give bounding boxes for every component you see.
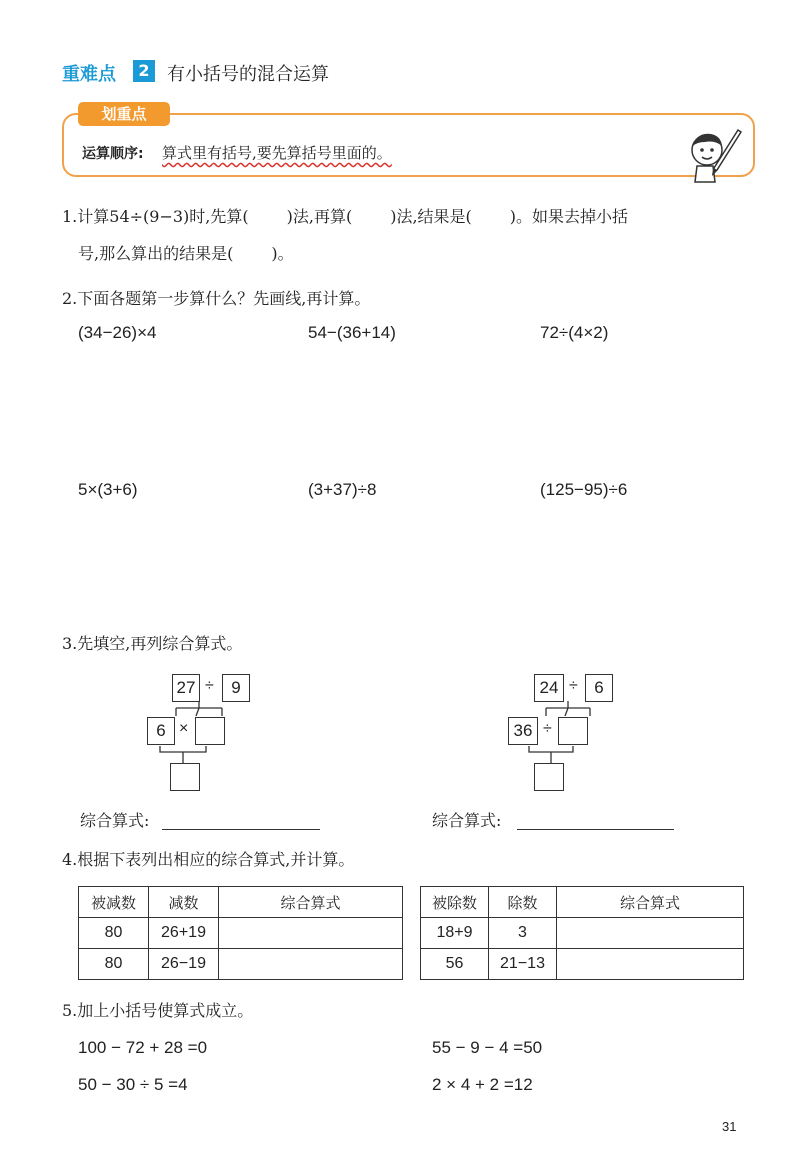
key-points-text: [162, 142, 392, 163]
answer-cell[interactable]: [219, 949, 403, 980]
q1-text-e: 号,那么算出的结果是(: [78, 244, 234, 263]
q1-text-b: )法,再算(: [286, 207, 353, 226]
q5-equation: 55 − 9 − 4 =50: [432, 1038, 543, 1057]
q2-expression: (34−26)×4: [78, 323, 157, 342]
number-box: 6: [585, 674, 613, 702]
question-2-title: 2.下面各题第一步算什么？先画线,再计算。: [62, 289, 371, 308]
table-cell: 56: [421, 949, 489, 980]
question-1-line-1: [62, 206, 628, 228]
q1-text-d: )。如果去掉小括: [509, 207, 629, 226]
table-cell: 21−13: [489, 949, 557, 980]
table-header: 除数: [489, 887, 557, 918]
question-4-title: 4.根据下表列出相应的综合算式,并计算。: [62, 850, 355, 869]
division-table: [420, 886, 744, 980]
operator: ÷: [205, 677, 214, 694]
table-row: [79, 949, 403, 980]
number-box: 6: [147, 717, 175, 745]
formula-answer-line-left[interactable]: [162, 829, 320, 830]
q2-expression: (3+37)÷8: [308, 480, 377, 499]
page-number: 31: [722, 1119, 737, 1134]
answer-cell[interactable]: [557, 949, 744, 980]
table-header: 被减数: [79, 887, 149, 918]
table-header: 综合算式: [557, 887, 744, 918]
student-pencil-icon: [683, 126, 745, 188]
section-label: 重难点: [62, 64, 116, 85]
section-title: 有小括号的混合运算: [167, 64, 329, 85]
key-points-tag: 划重点: [78, 102, 170, 126]
answer-cell[interactable]: [219, 918, 403, 949]
number-box: 27: [172, 674, 200, 702]
table-header: 被除数: [421, 887, 489, 918]
answer-box[interactable]: [195, 717, 225, 745]
table-header: 减数: [149, 887, 219, 918]
answer-box[interactable]: [534, 763, 564, 791]
table-cell: 26−19: [149, 949, 219, 980]
subtraction-table: [78, 886, 403, 980]
question-1-line-2: [78, 243, 294, 265]
table-cell: 26+19: [149, 918, 219, 949]
answer-box[interactable]: [170, 763, 200, 791]
formula-answer-line-right[interactable]: [517, 829, 674, 830]
number-box: 36: [508, 717, 538, 745]
table-cell: 80: [79, 918, 149, 949]
formula-label-left: 综合算式:: [80, 811, 150, 830]
number-box: 9: [222, 674, 250, 702]
question-3-title: 3.先填空,再列综合算式。: [62, 634, 243, 653]
section-number-badge: 2: [133, 60, 155, 82]
answer-box[interactable]: [558, 717, 588, 745]
key-points-rule: 算式里有括号,要先算括号里面的。: [162, 144, 392, 162]
q5-equation: 2 × 4 + 2 =12: [432, 1075, 533, 1094]
q5-equation: 100 − 72 + 28 =0: [78, 1038, 208, 1057]
table-header: 综合算式: [219, 887, 403, 918]
operator: ×: [179, 720, 189, 737]
table-cell: 80: [79, 949, 149, 980]
question-5-title: 5.加上小括号使算式成立。: [62, 1001, 254, 1020]
q2-expression: 5×(3+6): [78, 480, 138, 499]
q2-expression: (125−95)÷6: [540, 480, 628, 499]
q2-expression: 54−(36+14): [308, 323, 396, 342]
q1-text-c: )法,结果是(: [390, 207, 472, 226]
q1-text-f: )。: [271, 244, 294, 263]
table-row: [421, 918, 744, 949]
q1-text-a: 1.计算54÷(9−3)时,先算(: [62, 207, 249, 226]
q5-equation: 50 − 30 ÷ 5 =4: [78, 1075, 188, 1094]
formula-label-right: 综合算式:: [432, 811, 502, 830]
operator: ÷: [543, 720, 552, 737]
table-cell: 18+9: [421, 918, 489, 949]
key-points-label: 运算顺序:: [82, 146, 144, 162]
table-row: [421, 949, 744, 980]
answer-cell[interactable]: [557, 918, 744, 949]
table-cell: 3: [489, 918, 557, 949]
q2-expression: 72÷(4×2): [540, 323, 609, 342]
number-box: 24: [534, 674, 564, 702]
table-row: [79, 918, 403, 949]
operator: ÷: [569, 677, 578, 694]
